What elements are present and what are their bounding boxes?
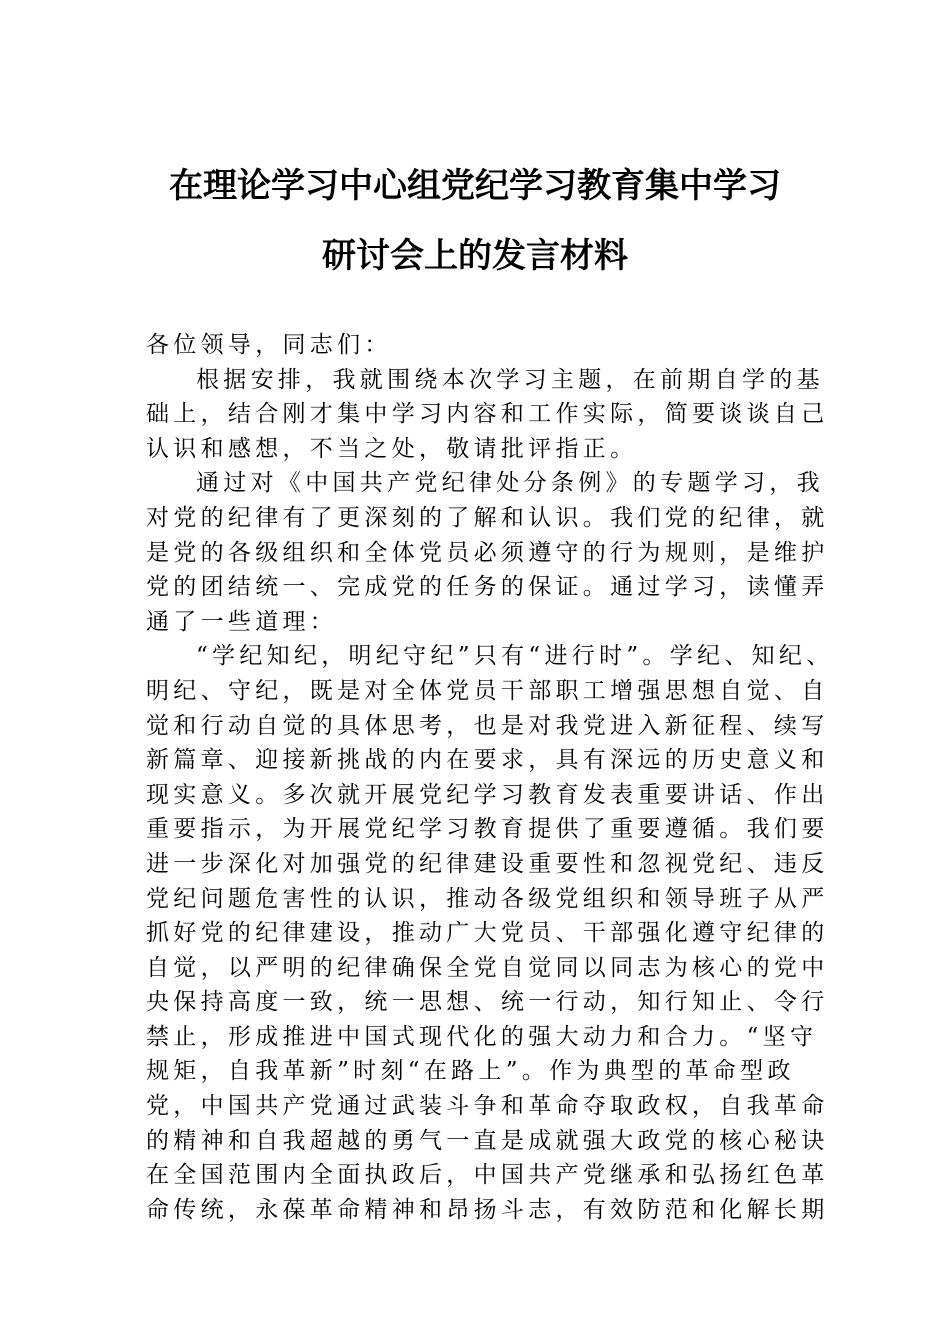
paragraph-study (146, 466, 829, 639)
document-body (146, 328, 834, 1227)
paragraph-line: 在全国范围内全面执政后，中国共产党继承和弘扬红色革 (146, 1162, 829, 1189)
paragraph-line: 禁止，形成推进中国式现代化的强大动力和合力。“坚守 (146, 1023, 818, 1050)
paragraph-line: 明纪、守纪，既是对全体党员干部职工增强思想自觉、自 (146, 677, 829, 704)
paragraph-line: “学纪知纪，明纪守纪”只有“进行时”。学纪、知纪、 (196, 643, 834, 670)
paragraph-line: 的精神和自我超越的勇气一直是成就强大政党的核心秘诀 (146, 1127, 829, 1154)
paragraph-line: 对党的纪律有了更深刻的了解和认识。我们党的纪律，就 (146, 504, 829, 531)
paragraph-line: 党纪问题危害性的认识，推动各级党组织和领导班子从严 (146, 885, 829, 912)
paragraph-line: 通过对《中国共产党纪律处分条例》的专题学习，我 (196, 470, 824, 497)
paragraph-line: 党的团结统一、完成党的任务的保证。通过学习，读懂弄 (146, 574, 829, 601)
paragraph-line: 根据安排，我就围绕本次学习主题，在前期自学的基 (196, 366, 824, 393)
paragraph-line: 抓好党的纪律建设，推动广大党员、干部强化遵守纪律的 (146, 920, 829, 947)
paragraph-line: 础上，结合刚才集中学习内容和工作实际，简要谈谈自己 (146, 401, 829, 428)
paragraph-line: 新篇章、迎接新挑战的内在要求，具有深远的历史意义和 (146, 747, 829, 774)
paragraph-line: 现实意义。多次就开展党纪学习教育发表重要讲话、作出 (146, 781, 829, 808)
greeting: 各位领导，同志们： (146, 332, 392, 358)
paragraph-line: 是党的各级组织和全体党员必须遵守的行为规则，是维护 (146, 539, 829, 566)
document-title-line-2: 研讨会上的发言材料 (322, 236, 628, 276)
paragraph-line: 进一步深化对加强党的纪律建设重要性和忽视党纪、违反 (146, 850, 829, 877)
paragraph-line: 命传统，永葆革命精神和昂扬斗志，有效防范和化解长期 (146, 1196, 829, 1223)
paragraph-discipline (146, 639, 834, 1227)
paragraph-line: 规矩，自我革新”时刻“在路上”。作为典型的革命型政 (146, 1058, 795, 1085)
paragraph-line: 觉和行动自觉的具体思考，也是对我党进入新征程、续写 (146, 712, 829, 739)
paragraph-line: 央保持高度一致，统一思想、统一行动，知行知止、令行 (146, 989, 829, 1016)
paragraph-line: 党，中国共产党通过武装斗争和革命夺取政权，自我革命 (146, 1093, 829, 1120)
paragraph-line: 认识和感想，不当之处，敬请批评指正。 (146, 435, 638, 462)
paragraph-line: 重要指示，为开展党纪学习教育提供了重要遵循。我们要 (146, 816, 829, 843)
paragraph-intro (146, 363, 829, 467)
paragraph-line: 自觉，以严明的纪律确保全党自觉同以同志为核心的党中 (146, 954, 829, 981)
document-title-line-1: 在理论学习中心组党纪学习教育集中学习 (169, 166, 781, 206)
paragraph-line: 通了一些道理： (146, 608, 338, 635)
